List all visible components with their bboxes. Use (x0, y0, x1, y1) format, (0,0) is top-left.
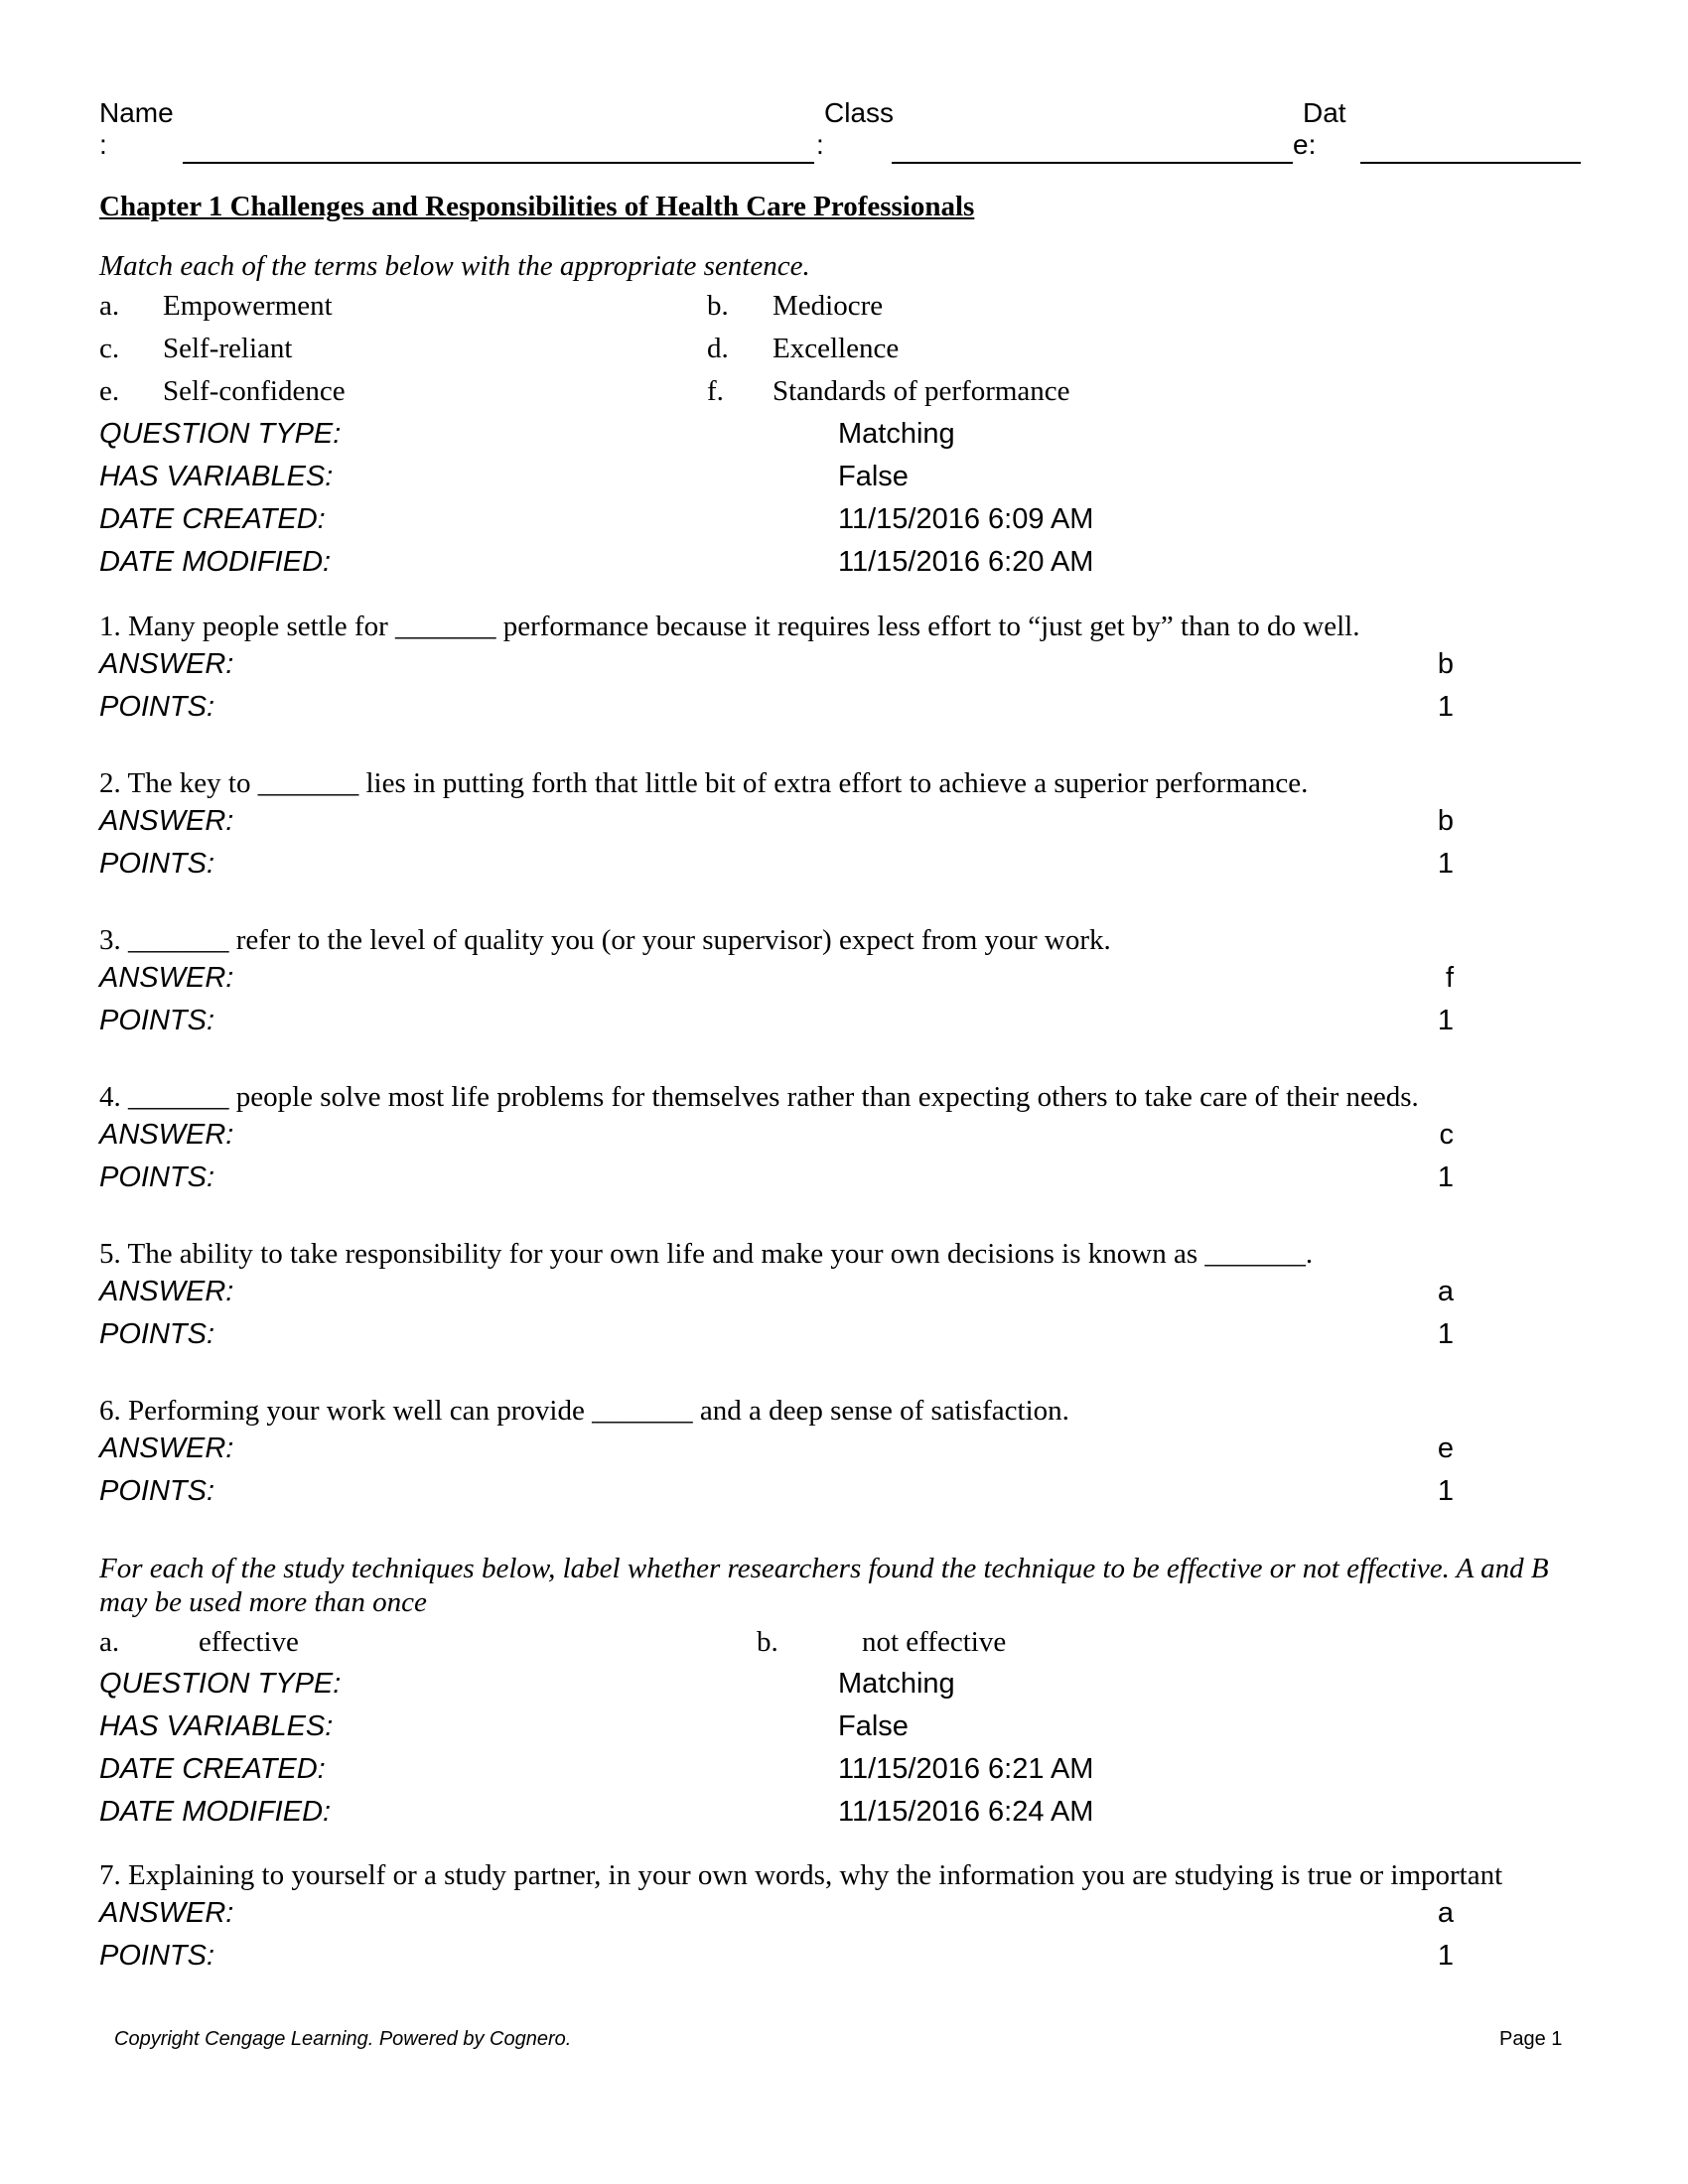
term-text: not effective (862, 1626, 1007, 1658)
name-input-line[interactable] (183, 162, 814, 164)
points-label: POINTS: (99, 691, 215, 723)
meta-key: QUESTION TYPE: (99, 418, 342, 450)
answer-value: b (1437, 648, 1454, 680)
answer-label: ANSWER: (99, 1433, 234, 1464)
meta-key: DATE CREATED: (99, 1753, 326, 1785)
class-input-line[interactable] (892, 162, 1293, 164)
points-label: POINTS: (99, 848, 215, 880)
points-value: 1 (1437, 1940, 1454, 1972)
answer-value: a (1437, 1276, 1454, 1307)
term-text: effective (199, 1626, 299, 1658)
term-letter: c. (99, 333, 120, 364)
answer-value: e (1437, 1433, 1454, 1464)
term-letter: a. (99, 1626, 120, 1658)
meta-key: QUESTION TYPE: (99, 1668, 342, 1700)
points-value: 1 (1437, 1318, 1454, 1350)
answer-value: a (1437, 1897, 1454, 1929)
term-letter: f. (707, 375, 724, 407)
meta-value: 11/15/2016 6:21 AM (838, 1753, 1094, 1785)
question-text: 2. The key to _______ lies in putting forth that little bit of extra effort to achieve a superior performance. (99, 767, 1309, 799)
class-label: Class (824, 97, 895, 128)
term-text: Self-reliant (163, 333, 293, 364)
meta-value: False (838, 461, 909, 492)
points-value: 1 (1437, 848, 1454, 880)
points-value: 1 (1437, 691, 1454, 723)
term-text: Self-confidence (163, 375, 346, 407)
term-text: Empowerment (163, 290, 333, 322)
section2-instruction: For each of the study techniques below, label whether researchers found the technique to be effective or not effective. A and B may be used more than once (99, 1553, 1549, 1618)
term-text: Excellence (773, 333, 900, 364)
question-text: 3. _______ refer to the level of quality you (or your supervisor) expect from your work. (99, 924, 1111, 956)
term-letter: d. (707, 333, 729, 364)
meta-value: False (838, 1710, 909, 1742)
meta-key: HAS VARIABLES: (99, 1710, 334, 1742)
meta-value: Matching (838, 1668, 955, 1700)
term-text: Mediocre (773, 290, 884, 322)
class-colon: : (816, 129, 824, 160)
points-label: POINTS: (99, 1318, 215, 1350)
name-label: Name (99, 97, 174, 128)
question-text: 5. The ability to take responsibility for your own life and make your own decisions is known as _______. (99, 1238, 1314, 1270)
meta-key: DATE MODIFIED: (99, 546, 332, 578)
answer-label: ANSWER: (99, 648, 234, 680)
points-value: 1 (1437, 1161, 1454, 1193)
meta-value: 11/15/2016 6:24 AM (838, 1796, 1094, 1828)
name-colon: : (99, 129, 107, 160)
meta-key: HAS VARIABLES: (99, 461, 334, 492)
points-label: POINTS: (99, 1475, 215, 1507)
points-label: POINTS: (99, 1940, 215, 1972)
term-letter: b. (757, 1626, 778, 1658)
meta-value: 11/15/2016 6:20 AM (838, 546, 1094, 578)
question-text: 7. Explaining to yourself or a study partner, in your own words, why the information you are studying is true or important (99, 1859, 1503, 1891)
meta-key: DATE CREATED: (99, 503, 326, 535)
section1-instruction: Match each of the terms below with the appropriate sentence. (99, 250, 810, 282)
answer-label: ANSWER: (99, 1119, 234, 1151)
points-value: 1 (1437, 1005, 1454, 1036)
meta-value: Matching (838, 418, 955, 450)
question-text: 1. Many people settle for _______ performance because it requires less effort to “just get by” than to do well. (99, 611, 1360, 642)
question-text: 4. _______ people solve most life problems for themselves rather than expecting others to take care of their needs. (99, 1081, 1419, 1113)
meta-value: 11/15/2016 6:09 AM (838, 503, 1094, 535)
meta-key: DATE MODIFIED: (99, 1796, 332, 1828)
footer-page-number: Page 1 (1499, 2028, 1563, 2050)
date-input-line[interactable] (1360, 162, 1581, 164)
term-letter: b. (707, 290, 729, 322)
answer-value: b (1437, 805, 1454, 837)
answer-value: c (1439, 1119, 1454, 1151)
answer-label: ANSWER: (99, 805, 234, 837)
footer-copyright: Copyright Cengage Learning. Powered by Cognero. (114, 2028, 572, 2050)
date-colon: e: (1293, 129, 1317, 160)
points-value: 1 (1437, 1475, 1454, 1507)
term-text: Standards of performance (773, 375, 1070, 407)
term-letter: e. (99, 375, 120, 407)
points-label: POINTS: (99, 1005, 215, 1036)
answer-value: f (1445, 962, 1454, 994)
points-label: POINTS: (99, 1161, 215, 1193)
answer-label: ANSWER: (99, 1276, 234, 1307)
question-text: 6. Performing your work well can provide _______ and a deep sense of satisfaction. (99, 1395, 1069, 1427)
answer-label: ANSWER: (99, 1897, 234, 1929)
term-letter: a. (99, 290, 120, 322)
answer-label: ANSWER: (99, 962, 234, 994)
date-label: Dat (1303, 97, 1346, 128)
page-title: Chapter 1 Challenges and Responsibilities of Health Care Professionals (99, 191, 975, 222)
